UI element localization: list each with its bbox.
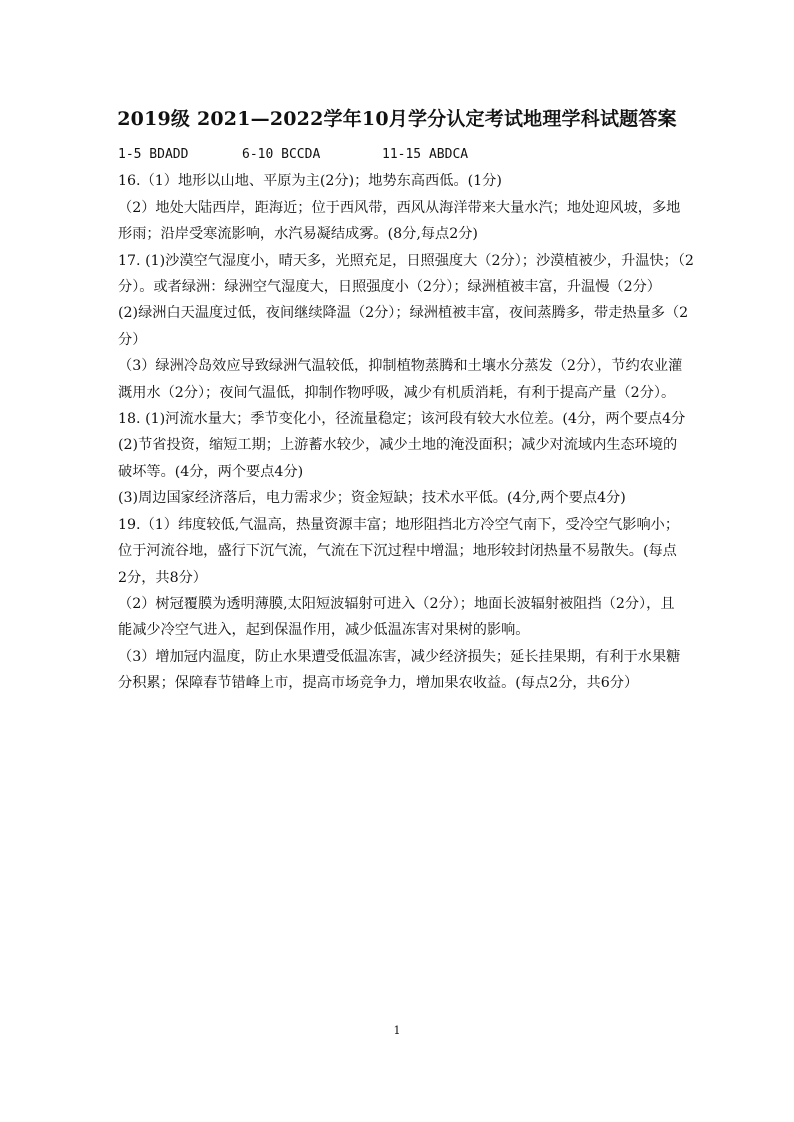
mc-answers-6-10: 6-10 BCCDA xyxy=(242,147,321,162)
answer-line: 19.（1）纬度较低,气温高，热量资源丰富；地形阻挡北方冷空气南下，受冷空气影响小； xyxy=(118,516,680,533)
answer-line: 17. (1)沙漠空气湿度小，晴天多，光照充足，日照强度大（2分）；沙漠植被少，升温快；（2 xyxy=(118,252,694,269)
answer-body xyxy=(118,142,694,697)
answer-line: 16.（1）地形以山地、平原为主(2分)；地势东高西低。(1分) xyxy=(118,173,502,190)
answer-line: (2)节省投资，缩短工期；上游蓄水较少，减少土地的淹没面积；减少对流域内生态环境的 xyxy=(118,437,678,454)
answer-line: 能减少冷空气进入，起到保温作用，减少低温冻害对果树的影响。 xyxy=(118,622,530,639)
answer-line: 分）。或者绿洲：绿洲空气湿度大，日照强度小（2分）；绿洲植被丰富，升温慢（2分） xyxy=(118,279,661,296)
answer-line: 分积累；保障春节错峰上市，提高市场竞争力，增加果农收益。(每点2分，共6分） xyxy=(118,675,639,692)
answer-line: 溉用水（2分）；夜间气温低，抑制作物呼吸，减少有机质消耗，有利于提高产量（2分）。 xyxy=(118,384,676,401)
answer-line: （3）增加冠内温度，防止水果遭受低温冻害，减少经济损失；延长挂果期，有利于水果糖 xyxy=(118,648,681,665)
mc-answers-11-15: 11-15 ABDCA xyxy=(382,147,469,162)
answer-line: 18. (1)河流水量大；季节变化小，径流量稳定；该河段有较大水位差。(4分，两个要点4分 xyxy=(118,411,686,428)
mc-answers-1-5: 1-5 BDADD xyxy=(118,147,189,162)
answer-line: 形雨；沿岸受寒流影响，水汽易凝结成雾。(8分,每点2分) xyxy=(118,226,478,243)
answer-line: （2）树冠覆膜为透明薄膜,太阳短波辐射可进入（2分）；地面长波辐射被阻挡（2分），且 xyxy=(118,595,675,612)
answer-line: 破坏等。(4分，两个要点4分) xyxy=(118,463,304,480)
page-number: 1 xyxy=(393,1024,401,1037)
multiple-choice-answers xyxy=(118,142,694,168)
answer-line: （3）绿洲冷岛效应导致绿洲气温较低，抑制植物蒸腾和土壤水分蒸发（2分），节约农业灌 xyxy=(118,358,683,375)
answer-line: (3)周边国家经济落后，电力需求少；资金短缺；技术水平低。(4分,两个要点4分) xyxy=(118,490,626,507)
answer-line: 2分，共8分） xyxy=(118,569,207,586)
answer-line: 分） xyxy=(118,331,147,348)
answer-line: (2)绿洲白天温度过低，夜间继续降温（2分）；绿洲植被丰富，夜间蒸腾多，带走热量多（2 xyxy=(118,305,689,322)
answer-line: （2）地处大陆西岸，距海近；位于西风带，西风从海洋带来大量水汽；地处迎风坡，多地 xyxy=(118,199,681,216)
page-title: 2019级 2021—2022学年10月学分认定考试地理学科试题答案 xyxy=(117,108,677,130)
answer-line: 位于河流谷地，盛行下沉气流，气流在下沉过程中增温；地形较封闭热量不易散失。(每点 xyxy=(118,543,677,560)
